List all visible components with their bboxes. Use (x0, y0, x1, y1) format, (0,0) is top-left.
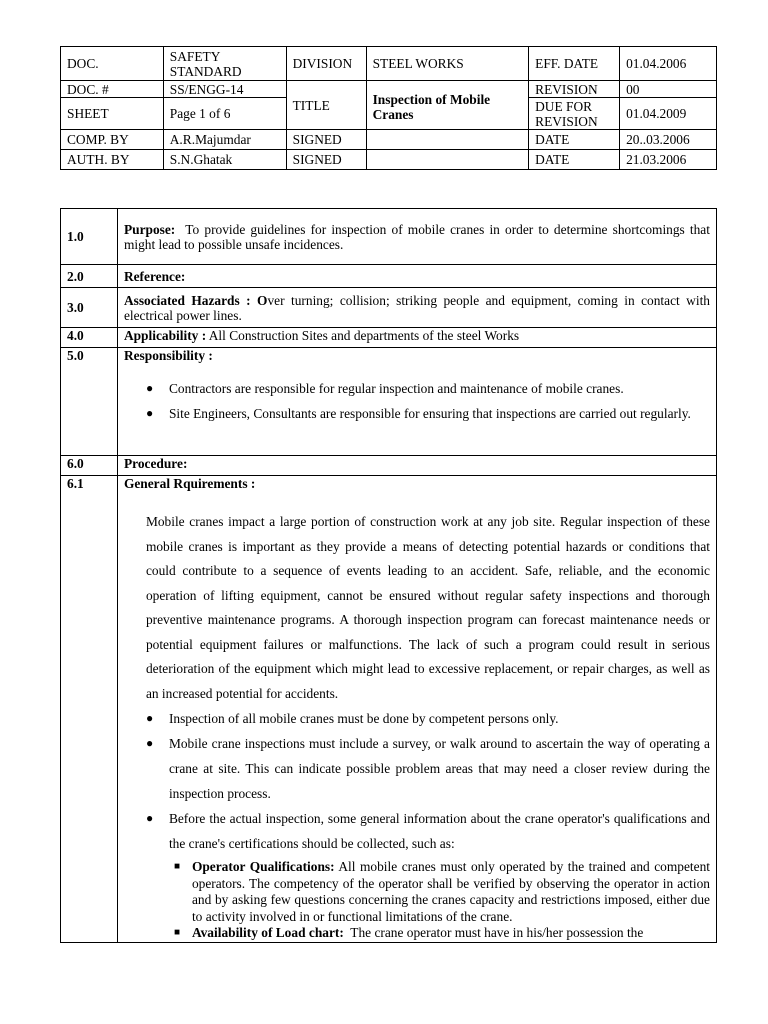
procedure-table (60, 208, 717, 943)
purpose-section (117, 209, 716, 265)
bullet-icon: ● (145, 406, 154, 420)
purpose-text: To provide guidelines for inspection of mobile cranes in order to determine shortcomings that might lead to possible unsafe incidences. (123, 221, 710, 252)
requirements-list (124, 706, 710, 856)
list-item: ● Before the actual inspection, some general information about the crane operator's qualifications and the crane's certifications should be collected, such as: (124, 806, 710, 856)
sub-requirements-list (124, 859, 710, 942)
list-item (124, 859, 710, 925)
hazards-initial: O (257, 292, 268, 308)
due-label: DUE FOR REVISION (529, 98, 620, 130)
reference-label: Reference: (117, 265, 716, 288)
section-number: 4.0 (61, 328, 118, 348)
bullet-icon: ● (145, 736, 154, 750)
applicability-section (117, 328, 716, 348)
auth-label: AUTH. BY (61, 150, 164, 170)
doc-value: SAFETY STANDARD (163, 47, 286, 81)
signed-blank (366, 150, 529, 170)
sub-item-label: Availability of Load chart: (191, 925, 344, 940)
purpose-label: Purpose: (123, 221, 176, 237)
general-requirements-label: General Rquirements : (123, 476, 256, 491)
responsibility-section (117, 348, 716, 456)
bullet-icon: ● (145, 381, 154, 395)
eff-date-label: EFF. DATE (529, 47, 620, 81)
applicability-text: All Construction Sites and departments of the steel Works (208, 328, 520, 343)
due-value: 01.04.2009 (620, 98, 717, 130)
hazards-section (117, 288, 716, 328)
section-number: 2.0 (61, 265, 118, 288)
signed-label: SIGNED (286, 150, 366, 170)
procedure-label: Procedure: (117, 456, 716, 476)
sub-item-label: Operator Qualifications: (191, 859, 335, 874)
section-number: 1.0 (61, 209, 118, 265)
title-value: Inspection of Mobile Cranes (366, 81, 529, 130)
signed-blank (366, 130, 529, 150)
date-label: DATE (529, 150, 620, 170)
section-number: 6.0 (61, 456, 118, 476)
list-item (124, 925, 710, 942)
list-item: ● Site Engineers, Consultants are responsible for ensuring that inspections are carried out regularly. (124, 401, 710, 426)
bullet-icon: ● (145, 711, 154, 725)
general-requirements-paragraph: Mobile cranes impact a large portion of construction work at any job site. Regular inspection of these mobile cranes is important as they provide a means of detecting potential hazards or conditions that could contribute to a sequence of events leading to an accident. Safe, reliable, and the economic operation of lifting equipment, cannot be ensured without regular safety inspections and thorough preventive maintenance programs. A thorough inspection program can forecast maintenance needs or potential equipment failures or malfunctions. The lack of such a program could result in serious deterioration of the equipment which might lead to excessive replacement, or repair charges, as well as an increased potential for accidents. (145, 514, 710, 701)
revision-value: 00 (620, 81, 717, 98)
doc-label: DOC. (61, 47, 164, 81)
sub-item-text: All mobile cranes must only operated by the trained and competent operators. The competency of the operator shall be verified by observing the operator in action and by asking few questions concerning the cranes capacity and restrictions imposed, either due to activity involved in or functional limitations of the crane. (191, 859, 711, 924)
general-requirements-section (117, 476, 716, 943)
signed-label: SIGNED (286, 130, 366, 150)
eff-date-value: 01.04.2006 (620, 47, 717, 81)
list-item: ● Mobile crane inspections must include a survey, or walk around to ascertain the way of operating a crane at site. This can indicate possible problem areas that may need a closer review during the inspection process. (124, 731, 710, 806)
list-item: ● Contractors are responsible for regular inspection and maintenance of mobile cranes. (124, 376, 710, 401)
division-label: DIVISION (286, 47, 366, 81)
comp-value: A.R.Majumdar (163, 130, 286, 150)
date-value: 20..03.2006 (620, 130, 717, 150)
docno-label: DOC. # (61, 81, 164, 98)
section-number: 6.1 (61, 476, 118, 943)
docno-value: SS/ENGG-14 (163, 81, 286, 98)
square-bullet-icon: ■ (173, 861, 180, 872)
division-value: STEEL WORKS (366, 47, 529, 81)
sub-item-text: The crane operator must have in his/her possession the (350, 925, 644, 940)
comp-label: COMP. BY (61, 130, 164, 150)
revision-label: REVISION (529, 81, 620, 98)
bullet-icon: ● (145, 811, 154, 825)
hazards-text: ver turning; collision; striking people and equipment, coming in contact with electrical power lines. (123, 292, 710, 323)
applicability-label: Applicability : (123, 328, 207, 343)
hazards-label: Associated Hazards : (123, 292, 251, 308)
document-header-table (60, 46, 717, 170)
list-item: ● Inspection of all mobile cranes must be done by competent persons only. (124, 706, 710, 731)
sheet-label: SHEET (61, 98, 164, 130)
date-label: DATE (529, 130, 620, 150)
responsibility-label: Responsibility : (123, 348, 213, 363)
responsibility-list (124, 376, 710, 426)
sheet-value: Page 1 of 6 (163, 98, 286, 130)
title-label: TITLE (286, 81, 366, 130)
date-value: 21.03.2006 (620, 150, 717, 170)
section-number: 3.0 (61, 288, 118, 328)
auth-value: S.N.Ghatak (163, 150, 286, 170)
section-number: 5.0 (61, 348, 118, 456)
square-bullet-icon: ■ (173, 927, 180, 938)
